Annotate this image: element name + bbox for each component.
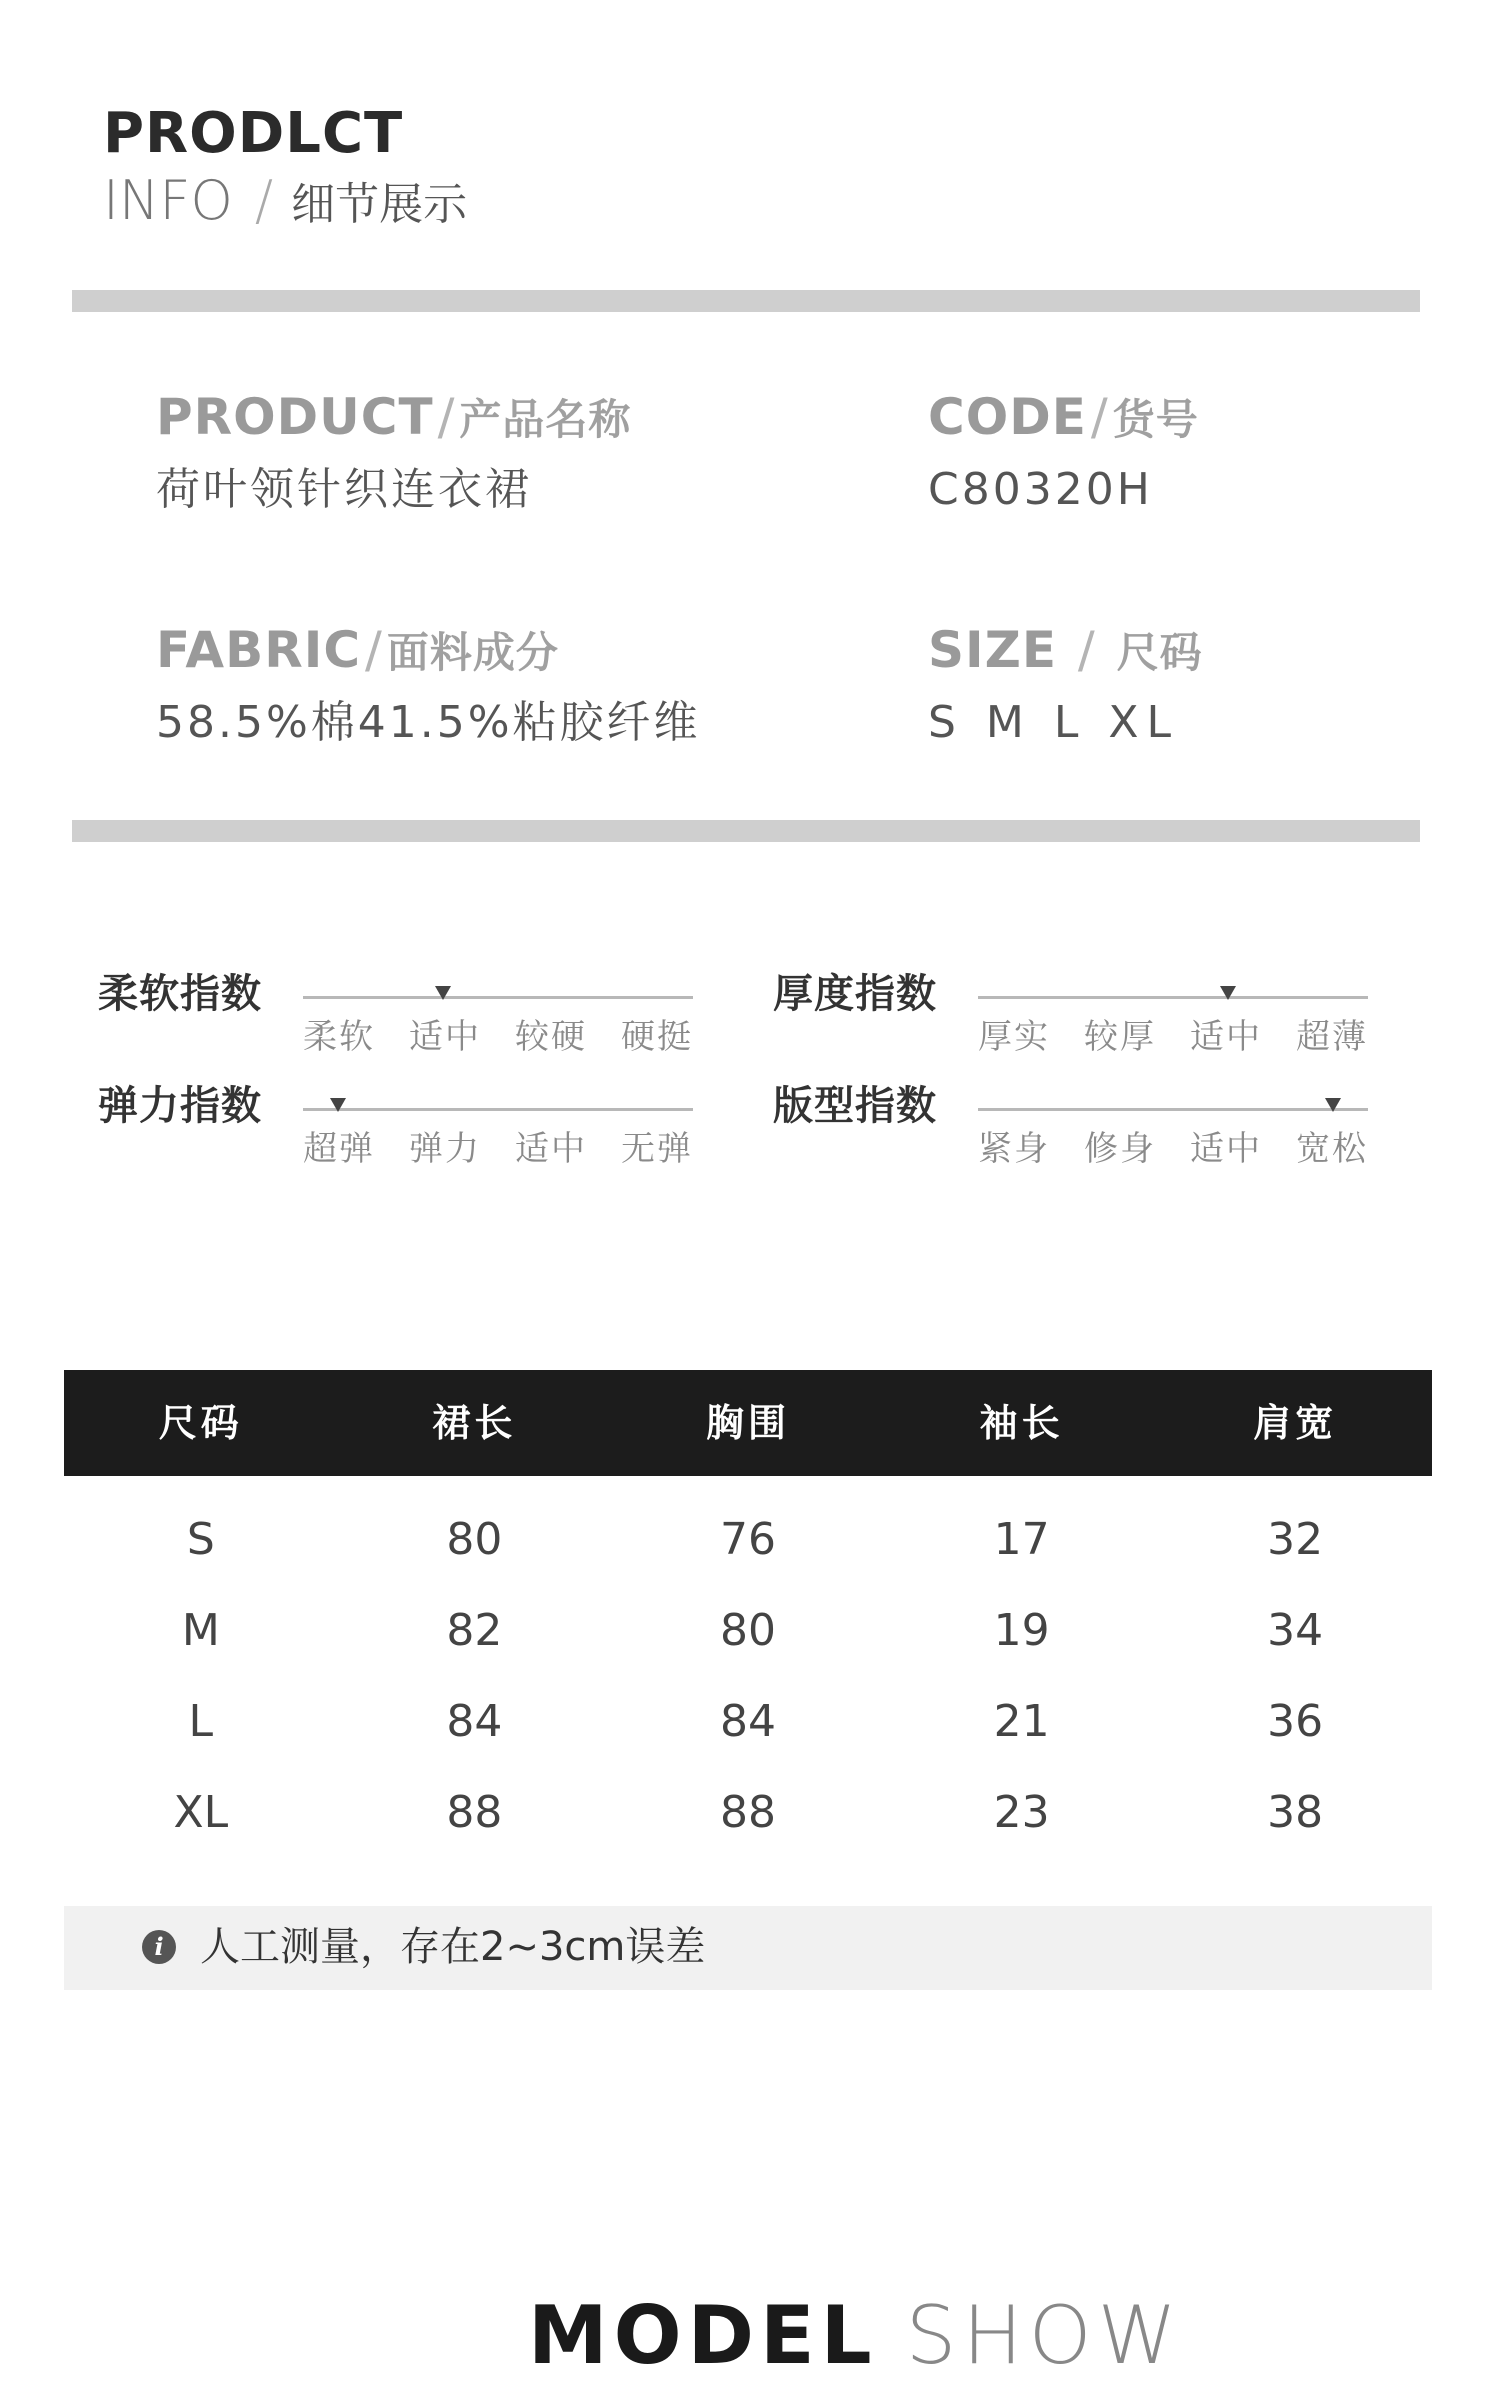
code-value: C80320H [928, 464, 1153, 515]
fit-title: 版型指数 [773, 1083, 937, 1129]
table-row [64, 1676, 1432, 1767]
model-show-bold: MODEL [528, 2289, 878, 2382]
scale-option: 柔软 [303, 1017, 375, 1057]
softness-title: 柔软指数 [98, 971, 262, 1017]
fabric-label: FABRIC/面料成分 [156, 621, 559, 679]
info-fabric [156, 621, 701, 748]
table-cell: 88 [719, 1787, 776, 1838]
size-value: S M L XL [928, 697, 1180, 748]
measurement-note [64, 1906, 1432, 1990]
scale-option: 硬挺 [621, 1017, 693, 1057]
scale-option: 适中 [409, 1017, 481, 1057]
subtitle-en: INFO [103, 169, 233, 232]
table-cell: 36 [1267, 1696, 1324, 1747]
table-cell: 32 [1267, 1514, 1324, 1565]
table-cell: M [181, 1605, 220, 1656]
scale-option: 厚实 [978, 1017, 1050, 1057]
table-header-cell: 尺码 [158, 1401, 243, 1445]
scale-option: 较厚 [1084, 1017, 1156, 1057]
table-header-cell: 肩宽 [1253, 1401, 1338, 1445]
page-subtitle [103, 169, 468, 232]
scale-option: 弹力 [409, 1129, 481, 1169]
fabric-value: 58.5%棉41.5%粘胶纤维 [156, 697, 701, 748]
table-header [64, 1370, 1432, 1476]
scale-option: 修身 [1084, 1129, 1156, 1169]
elasticity-title: 弹力指数 [98, 1083, 262, 1129]
scale-option: 适中 [515, 1129, 587, 1169]
scale-marker [1325, 1098, 1341, 1112]
scale-line [303, 1108, 693, 1111]
table-cell: 84 [446, 1696, 503, 1747]
softness-scale [303, 982, 693, 1062]
scale-option: 宽松 [1296, 1129, 1368, 1169]
table-cell: 88 [446, 1787, 503, 1838]
scale-option: 较硬 [515, 1017, 587, 1057]
product-label: PRODUCT/产品名称 [156, 388, 632, 446]
table-cell: 80 [446, 1514, 503, 1565]
table-row [64, 1585, 1432, 1676]
table-row [64, 1494, 1432, 1585]
scale-line [303, 996, 693, 999]
table-header-cell: 胸围 [705, 1401, 790, 1445]
size-label: SIZE / 尺码 [928, 621, 1203, 679]
table-cell: S [186, 1514, 215, 1565]
table-cell: 17 [993, 1514, 1050, 1565]
table-cell: 80 [719, 1605, 776, 1656]
table-header-cell: 袖长 [979, 1401, 1064, 1445]
size-table [64, 1370, 1432, 1858]
scale-marker [330, 1098, 346, 1112]
fit-scale [978, 1094, 1368, 1174]
divider-bottom [72, 820, 1420, 842]
table-cell: 34 [1267, 1605, 1324, 1656]
table-cell: 23 [993, 1787, 1050, 1838]
scale-option: 适中 [1190, 1129, 1262, 1169]
thickness-title: 厚度指数 [773, 971, 937, 1017]
table-cell: 21 [993, 1696, 1050, 1747]
table-cell: 76 [719, 1514, 776, 1565]
table-cell: 84 [719, 1696, 776, 1747]
scale-option: 超薄 [1296, 1017, 1368, 1057]
info-size [928, 621, 1203, 748]
table-cell: XL [173, 1787, 229, 1838]
subtitle-cn: 细节展示 [291, 179, 468, 230]
table-row [64, 1767, 1432, 1858]
thickness-scale [978, 982, 1368, 1062]
table-body [64, 1476, 1432, 1858]
scale-option: 无弹 [621, 1129, 693, 1169]
scale-marker [1220, 986, 1236, 1000]
info-code [928, 388, 1199, 515]
scale-option: 紧身 [978, 1129, 1050, 1169]
product-value: 荷叶领针织连衣裙 [156, 464, 532, 515]
page-title: PRODLCT [103, 101, 404, 166]
info-product [156, 388, 632, 515]
table-header-cell: 裙长 [432, 1401, 517, 1445]
scale-marker [435, 986, 451, 1000]
scale-option: 超弹 [303, 1129, 375, 1169]
note-text: 人工测量，存在2~3cm误差 [200, 1924, 706, 1970]
model-show-heading [528, 2289, 1183, 2382]
table-cell: 82 [446, 1605, 503, 1656]
scale-line [978, 996, 1368, 999]
info-icon: i [142, 1930, 176, 1964]
code-label: CODE/货号 [928, 388, 1199, 446]
table-cell: 19 [993, 1605, 1050, 1656]
divider-top [72, 290, 1420, 312]
model-show-light: SHOW [905, 2289, 1183, 2382]
scale-option: 适中 [1190, 1017, 1262, 1057]
elasticity-scale [303, 1094, 693, 1174]
subtitle-separator: / [254, 169, 274, 232]
scale-line [978, 1108, 1368, 1111]
table-cell: L [188, 1696, 214, 1747]
table-cell: 38 [1267, 1787, 1324, 1838]
